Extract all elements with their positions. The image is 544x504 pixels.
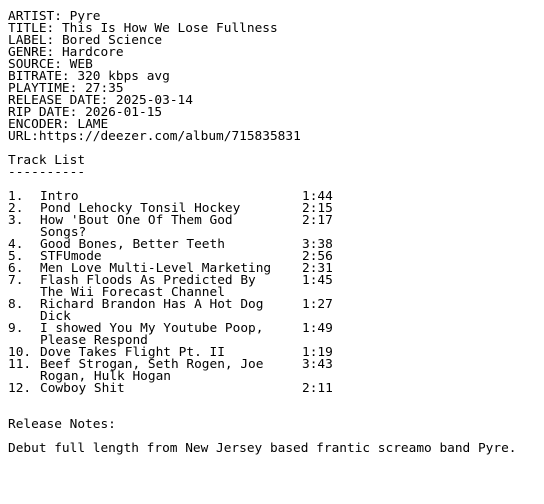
tracklist: [8, 191, 540, 395]
track-duration: 2:56: [302, 249, 333, 264]
track-number: 1.: [8, 189, 24, 204]
track-row: [8, 299, 540, 311]
track-duration: 1:45: [302, 273, 333, 288]
track-title: Dove Takes Flight Pt. II: [40, 345, 225, 360]
metadata-block: [8, 11, 540, 143]
track-title: Cowboy Shit: [40, 381, 125, 396]
tracklist-heading: Track List: [8, 153, 86, 168]
metadata-label: SOURCE:: [8, 57, 62, 72]
metadata-label: URL:: [8, 129, 39, 144]
track-number: 4.: [8, 237, 24, 252]
track-title: Beef Strogan, Seth Rogen, Joe: [40, 357, 264, 372]
track-title-continuation: Rogan, Hulk Hogan: [40, 369, 171, 384]
track-item: [8, 215, 540, 239]
track-duration: 1:19: [302, 345, 333, 360]
track-title: Men Love Multi-Level Marketing: [40, 261, 272, 276]
metadata-value: WEB: [69, 57, 93, 72]
track-number: 3.: [8, 213, 24, 228]
track-title: How 'Bout One Of Them God: [40, 213, 233, 228]
track-title-continuation: The Wii Forecast Channel: [40, 285, 225, 300]
spacer: [8, 395, 540, 407]
track-duration: 2:11: [302, 381, 333, 396]
spacer: [8, 179, 540, 191]
metadata-label: ARTIST:: [8, 9, 62, 24]
metadata-value: Bored Science: [61, 33, 163, 48]
track-duration: 1:44: [302, 189, 333, 204]
track-number: 9.: [8, 321, 24, 336]
track-item: [8, 359, 540, 383]
track-row: [8, 383, 540, 395]
track-row: [8, 215, 540, 227]
tracklist-underline: ----------: [8, 165, 86, 180]
metadata-value: This Is How We Lose Fullness: [61, 21, 278, 36]
track-number: 5.: [8, 249, 24, 264]
metadata-line: [8, 131, 540, 143]
track-item: [8, 299, 540, 323]
metadata-value: 320 kbps avg: [77, 69, 170, 84]
metadata-label: RIP DATE:: [8, 105, 78, 120]
metadata-label: BITRATE:: [8, 69, 70, 84]
metadata-value: 2026-01-15: [85, 105, 163, 120]
track-title: Good Bones, Better Teeth: [40, 237, 225, 252]
track-item: [8, 383, 540, 395]
track-number: 6.: [8, 261, 24, 276]
metadata-value: 27:35: [85, 81, 124, 96]
release-info-document: [8, 11, 540, 455]
track-title: Pond Lehocky Tonsil Hockey: [40, 201, 241, 216]
track-duration: 3:38: [302, 237, 333, 252]
metadata-value: https://deezer.com/album/715835831: [38, 129, 301, 144]
metadata-label: TITLE:: [8, 21, 55, 36]
track-number: 12.: [8, 381, 32, 396]
metadata-label: RELEASE DATE:: [8, 93, 109, 108]
metadata-label: PLAYTIME:: [8, 81, 78, 96]
track-item: [8, 275, 540, 299]
track-duration: 2:17: [302, 213, 333, 228]
track-number: 7.: [8, 273, 24, 288]
track-title: Flash Floods As Predicted By: [40, 273, 256, 288]
track-title: I showed You My Youtube Poop,: [40, 321, 264, 336]
metadata-value: Hardcore: [61, 45, 124, 60]
metadata-value: Pyre: [69, 9, 101, 24]
metadata-label: GENRE:: [8, 45, 55, 60]
metadata-value: LAME: [77, 117, 109, 132]
metadata-label: LABEL:: [8, 33, 55, 48]
release-notes-text: Debut full length from New Jersey based frantic screamo band Pyre.: [8, 441, 517, 456]
track-duration: 2:31: [302, 261, 333, 276]
track-title: Richard Brandon Has A Hot Dog: [40, 297, 264, 312]
track-title-continuation: Please Respond: [40, 333, 148, 348]
metadata-label: ENCODER:: [8, 117, 70, 132]
spacer: [8, 143, 540, 155]
track-number: 8.: [8, 297, 24, 312]
track-number: 2.: [8, 201, 24, 216]
track-duration: 1:49: [302, 321, 333, 336]
track-title-continuation: Songs?: [40, 225, 87, 240]
track-title-continuation: Dick: [40, 309, 71, 324]
track-duration: 3:43: [302, 357, 333, 372]
track-number: 10.: [8, 345, 32, 360]
track-item: [8, 323, 540, 347]
track-title: Intro: [40, 189, 79, 204]
track-number: 11.: [8, 357, 32, 372]
release-notes-heading: Release Notes:: [8, 417, 116, 432]
metadata-value: 2025-03-14: [115, 93, 193, 108]
track-duration: 1:27: [302, 297, 333, 312]
track-title: STFUmode: [40, 249, 102, 264]
track-duration: 2:15: [302, 201, 333, 216]
